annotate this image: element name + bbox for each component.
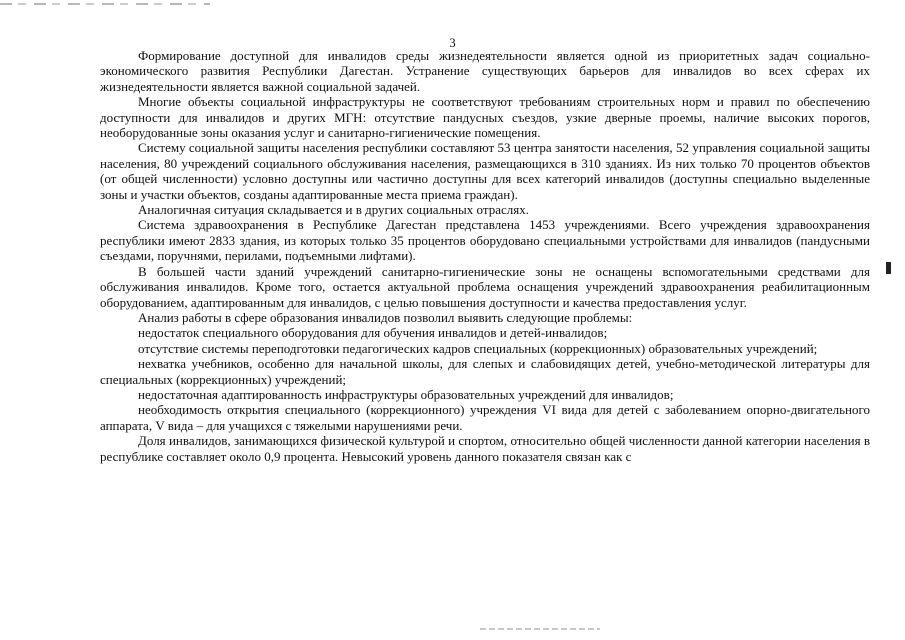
list-item: отсутствие системы переподготовки педагогических кадров специальных (коррекционных) образовательных учреждений; [138, 340, 818, 356]
document-body [100, 48, 870, 464]
paragraph: Система здравоохранения в Республике Дагестан представлена 1453 учреждениями. Всего учреждения здравоохранения республики имеют 2833 здания, из которых только 35 процентов оборудовано специальными устройствами для инвалидов (пандусными съездами, поручнями, перилами, подъемными лифтами). [100, 217, 870, 264]
page-number: 3 [449, 36, 456, 50]
paragraph: Формирование доступной для инвалидов среды жизнедеятельности является одной из приоритетных задач социально-экономического развития Республики Дагестан. Устранение существующих барьеров для инвалидов во всех сферах их жизнедеятельности является важной социальной задачей. [100, 48, 870, 94]
list-item: недостаток специального оборудования для обучения инвалидов и детей-инвалидов; [138, 325, 608, 341]
list-item: нехватка учебников, особенно для начальной школы, для слепых и слабовидящих детей, учебно-методической литературы для специальных (коррекционных) учреждений; [100, 356, 870, 387]
paragraph: Доля инвалидов, занимающихся физической культурой и спортом, относительно общей численности данной категории населения в республике составляет около 0,9 процента. Невысокий уровень данного показателя связан как с [100, 433, 870, 464]
scan-artifact-bottom [480, 628, 600, 630]
scan-artifact-top [0, 3, 210, 5]
paragraph: Систему социальной защиты населения республики составляют 53 центра занятости населения, 52 управления социальной защиты населения, 80 учреждений социального обслуживания населения, размещающихся в 310 зданиях. Из них только 70 процентов объектов (от общей численности) условно доступны или частично доступны для всех категорий инвалидов (доступны специально выделенные зоны и участки объектов, созданы адаптированные места приема граждан). [100, 140, 870, 202]
list-item: недостаточная адаптированность инфраструктуры образовательных учреждений для инвалидов; [138, 386, 674, 402]
paragraph: Аналогичная ситуация складывается и в других социальных отраслях. [138, 202, 529, 218]
scan-mark-right [886, 262, 891, 274]
paragraph: Анализ работы в сфере образования инвалидов позволил выявить следующие проблемы: [138, 309, 633, 325]
paragraph: В большей части зданий учреждений санитарно-гигиенические зоны не оснащены вспомогательными средствами для обслуживания инвалидов. Кроме того, остается актуальной проблема оснащения учреждений здравоохранения реабилитационным оборудованием, адаптированным для инвалидов, с целью повышения доступности и качества предоставления услуг. [100, 263, 870, 310]
paragraph: Многие объекты социальной инфраструктуры не соответствуют требованиям строительных норм и правил по обеспечению доступности для инвалидов и других МГН: отсутствие пандусных съездов, узкие дверные проемы, наличие высоких порогов, необорудованные зоны оказания услуг и санитарно-гигиенические помещения. [100, 94, 870, 141]
list-item: необходимость открытия специального (коррекционного) учреждения VI вида для детей с заболеванием опорно-двигательного аппарата, V вида – для учащихся с тяжелыми нарушениями речи. [100, 402, 870, 433]
